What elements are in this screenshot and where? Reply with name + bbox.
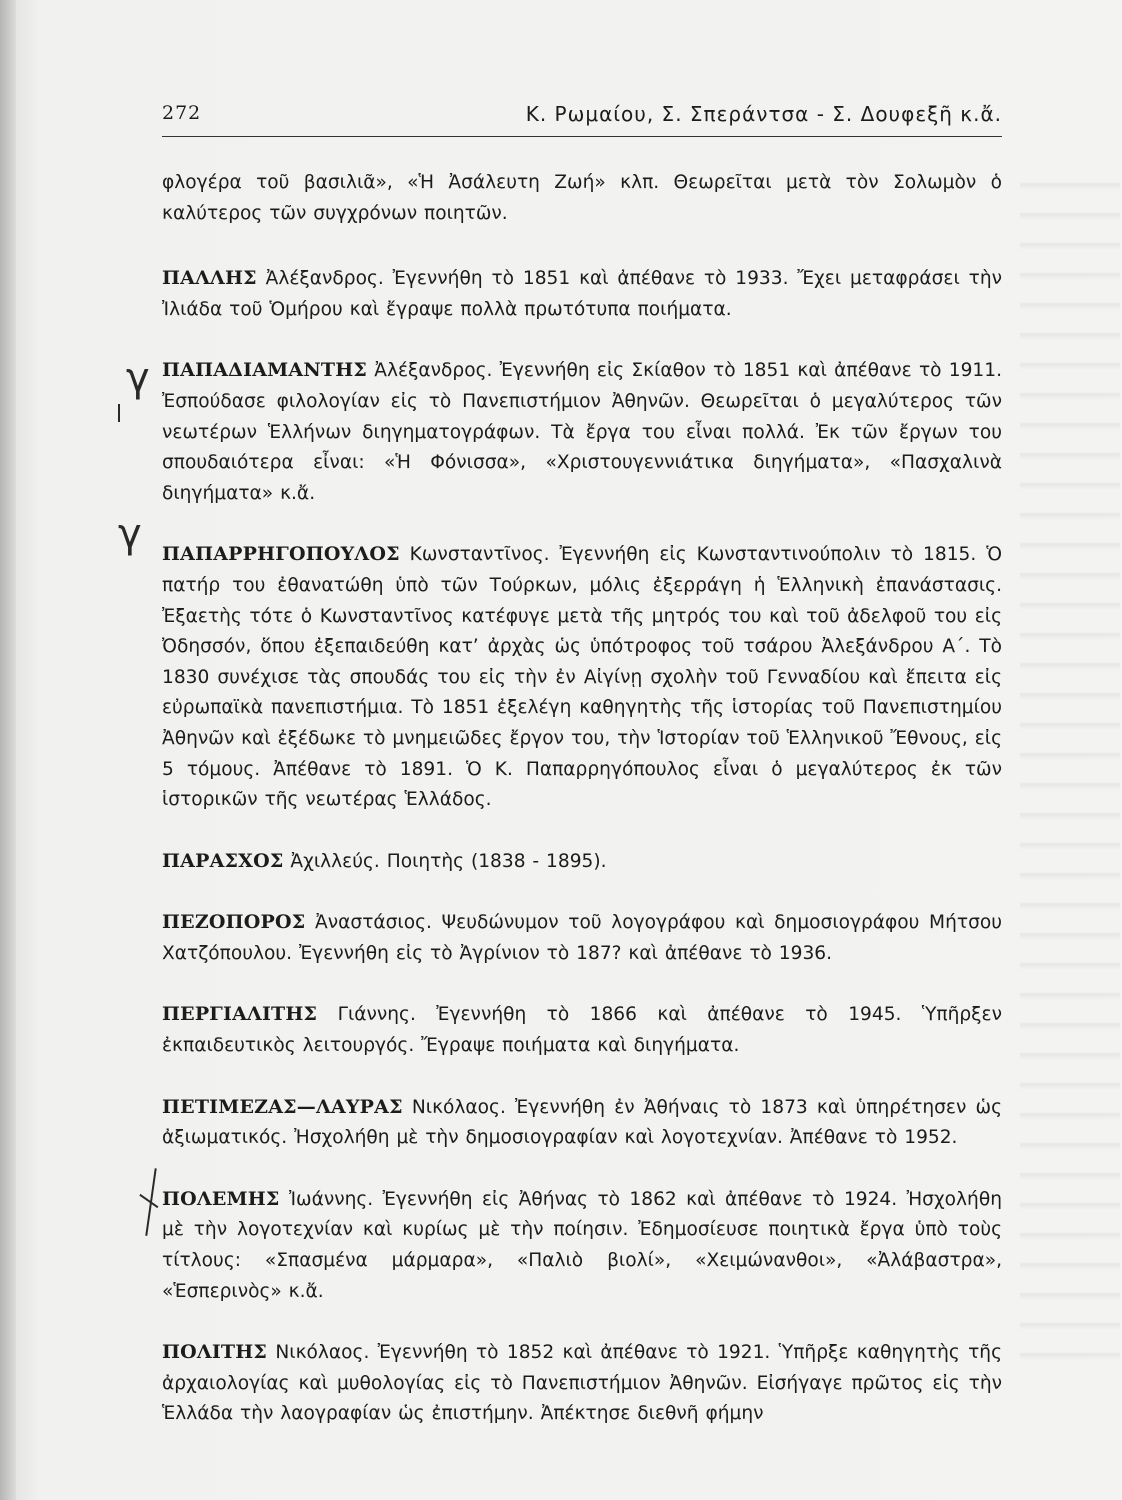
entry-surname: ΠΑΠΑΡΡΗΓΟΠΟΥΛΟΣ — [162, 543, 400, 566]
entry-text: Ἀχιλλεύς. Ποιητὴς (1838 - 1895). — [290, 850, 607, 872]
entry-text: Γιάννης. Ἐγεννήθη τὸ 1866 καὶ ἀπέθανε τὸ 1945. Ὑπῆρξεν ἐκπαιδευτικὸς λειτουργός. Ἔγραψε ποιήματα καὶ διηγήματα. — [162, 1004, 1002, 1057]
entry-surname: ΠΟΛΙΤΗΣ — [162, 1341, 268, 1364]
entry-paraschos — [162, 846, 1002, 878]
entry-surname: ΠΕΖΟΠΟΡΟΣ — [162, 911, 306, 934]
page-number: 272 — [162, 102, 202, 124]
entry-continuation — [162, 168, 1002, 229]
pencil-check-mark: γ — [118, 511, 142, 557]
running-head: Κ. Ρωμαίου, Σ. Σπεράντσα - Σ. Δουφεξῆ κ.ἄ. — [525, 102, 1002, 126]
pencil-check-mark: γ — [126, 355, 150, 401]
entry-text: Ἀναστάσιος. Ψευδώνυμον τοῦ λογογράφου καὶ δημοσιογράφου Μήτσου Χατζόπουλου. Ἐγεννήθη εἰς τὸ Ἀγρίνιον τὸ 187? καὶ ἀπέθανε τὸ 1936. — [162, 912, 1002, 964]
entry-politis — [162, 1337, 1002, 1430]
entry-text: Ἰωάννης. Ἐγεννήθη εἰς Ἀθήνας τὸ 1862 καὶ ἀπέθανε τὸ 1924. Ἠσχολήθη μὲ τὴν λογοτεχνίαν καὶ κυρίως μὲ τὴν ποίησιν. Ἐδημοσίευσε ποιητικὰ ἔργα ὑπὸ τοὺς τίτλους: «Σπασμένα μάρμαρα», «Παλιὸ βιολί», «Χειμώνανθοι», «Ἀλάβαστρα», «Ἑσπερινὸς» κ.ἄ. — [162, 1188, 1002, 1302]
page-body — [162, 168, 1002, 1460]
entry-pezoporos — [162, 907, 1002, 969]
entry-surname: ΠΕΤΙΜΕΖΑΣ—ΛΑΥΡΑΣ — [162, 1095, 403, 1118]
entry-text: Ἀλέξανδρος. Ἐγεννήθη εἰς Σκίαθον τὸ 1851 καὶ ἀπέθανε τὸ 1911. Ἐσπούδασε φιλολογίαν εἰς τὸ Πανεπιστήμιον Ἀθηνῶν. Θεωρεῖται ὁ μεγαλύτερος τῶν νεωτέρων Ἑλλήνων διηγηματογράφων. Τὰ ἔργα του εἶναι πολλά. Ἐκ τῶν ἔργων του σπουδαιότερα εἶναι: «Ἡ Φόνισσα», «Χριστουγεννιάτικα διηγήματα», «Πασχαλινὰ διηγήματα» κ.ἄ. — [162, 360, 1002, 504]
entry-surname: ΠΕΡΓΙΑΛΙΤΗΣ — [162, 1003, 318, 1026]
entry-surname: ΠΑΠΑΔΙΑΜΑΝΤΗΣ — [162, 359, 368, 382]
entry-paparrigopoulos — [162, 539, 1002, 815]
entry-surname: ΠΑΛΛΗΣ — [162, 267, 257, 290]
entry-text: φλογέρα τοῦ βασιλιᾶ», «Ἡ Ἀσάλευτη Ζωή» κλπ. Θεωρεῖται μετὰ τὸν Σολωμὸν ὁ καλύτερος τῶν συγχρόνων ποιητῶν. — [162, 172, 1002, 224]
entry-papadiamantis — [162, 355, 1002, 509]
page-gutter-shadow — [0, 0, 16, 1500]
entry-petimezas-lavras — [162, 1092, 1002, 1154]
page-header — [162, 96, 1002, 137]
pencil-stroke — [118, 404, 120, 422]
entry-surname: ΠΟΛΕΜΗΣ — [162, 1187, 280, 1210]
entry-text: Νικόλαος. Ἐγεννήθη ἐν Ἀθήναις τὸ 1873 καὶ ὑπηρέτησεν ὡς ἀξιωματικός. Ἠσχολήθη μὲ τὴν δημοσιογραφίαν καὶ λογοτεχνίαν. Ἀπέθανε τὸ 1952. — [162, 1096, 1002, 1149]
entry-text: Νικόλαος. Ἐγεννήθη τὸ 1852 καὶ ἀπέθανε τὸ 1921. Ὑπῆρξε καθηγητὴς τῆς ἀρχαιολογίας καὶ μυθολογίας εἰς τὸ Πανεπιστήμιον Ἀθηνῶν. Εἰσήγαγε πρῶτος εἰς τὴν Ἑλλάδα τὴν λαογραφίαν ὡς ἐπιστήμην. Ἀπέκτησε διεθνῆ φήμην — [162, 1342, 1003, 1425]
bleed-through-texture — [1020, 160, 1120, 1360]
entry-surname: ΠΑΡΑΣΧΟΣ — [162, 849, 284, 872]
entry-text: Ἀλέξανδρος. Ἐγεννήθη τὸ 1851 καὶ ἀπέθανε τὸ 1933. Ἔχει μεταφράσει τὴν Ἰλιάδα τοῦ Ὁμήρου καὶ ἔγραψε πολλὰ πρωτότυπα ποιήματα. — [162, 268, 1002, 320]
entry-text: Κωνσταντῖνος. Ἐγεννήθη εἰς Κωνσταντινούπολιν τὸ 1815. Ὁ πατήρ του ἐθανατώθη ὑπὸ τῶν Τούρκων, μόλις ἐξερράγη ἡ Ἑλληνικὴ ἐπανάστασις. Ἐξαετὴς τότε ὁ Κωνσταντῖνος κατέφυγε μετὰ τῆς μητρός του καὶ τοῦ ἀδελφοῦ του εἰς Ὀδησσόν, ὅπου ἐξεπαιδεύθη κατ’ ἀρχὰς ὡς ὑπότροφος τοῦ τσάρου Ἀλεξάνδρου Α΄. Τὸ 1830 συνέχισε τὰς σπουδάς του εἰς τὴν ἐν Αἰγίνῃ σχολὴν τοῦ Γενναδίου καὶ ἔπειτα εἰς εὐρωπαϊκὰ πανεπιστήμια. Τὸ 1851 ἐξελέγη καθηγητὴς τῆς ἱστορίας τοῦ Πανεπιστημίου Ἀθηνῶν καὶ ἐξέδωκε τὸ μνημειῶδες ἔργον του, τὴν Ἱστορίαν τοῦ Ἑλληνικοῦ Ἔθνους, εἰς 5 τόμους. Ἀπέθανε τὸ 1891. Ὁ Κ. Παπαρρηγόπουλος εἶναι ὁ μεγαλύτερος ἐκ τῶν ἱστορικῶν τῆς νεωτέρας Ἑλλάδος. — [162, 544, 1002, 811]
entry-pergialitis — [162, 999, 1002, 1061]
entry-polemis — [162, 1184, 1002, 1307]
entry-pallis — [162, 263, 1002, 325]
